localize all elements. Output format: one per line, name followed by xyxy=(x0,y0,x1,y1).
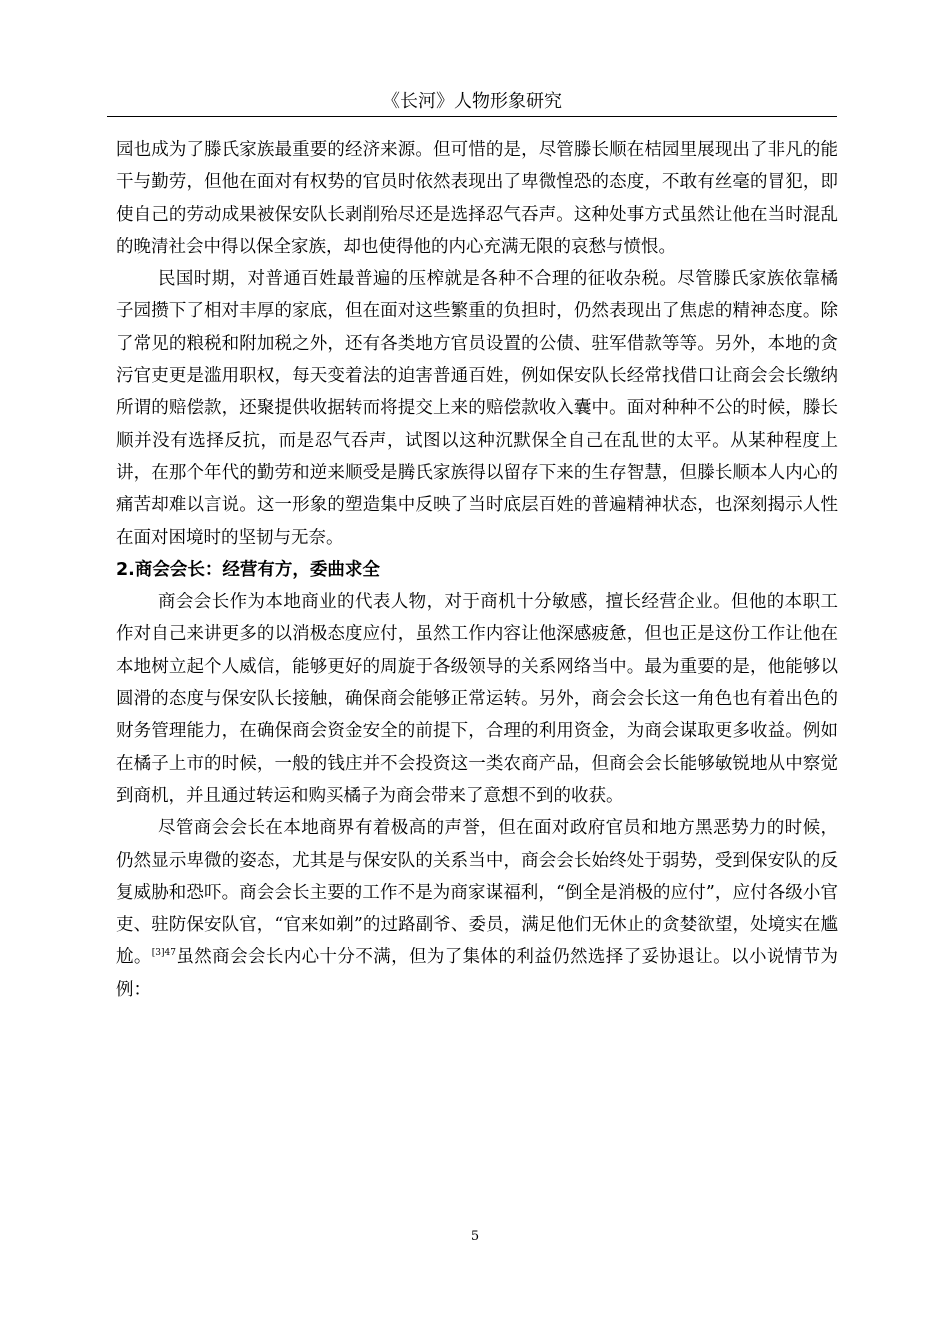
paragraph-4-text-before-citation: 尽管商会会长在本地商界有着极高的声誉，但在面对政府官员和地方黑恶势力的时候，仍然显示卑微的姿态，尤其是与保安队的关系当中，商会会长始终处于弱势，受到保安队的反复威胁和恐吓。商会会长主要的工作不是为商家谋福利，“倒全是消极的应付”，应付各级小官吏、驻防保安队官，“官来如剃”的过路副爷、委员，满足他们无休止的贪婪欲望，处境实在尴尬。 xyxy=(116,818,838,968)
paragraph-3: 商会会长作为本地商业的代表人物，对于商机十分敏感，擅长经营企业。但他的本职工作对自己来讲更多的以消极态度应付，虽然工作内容让他深感疲惫，但也正是这份工作让他在本地树立起个人威信，能够更好的周旋于各级领导的关系网络当中。最为重要的是，他能够以圆滑的态度与保安队长接触，确保商会能够正常运转。另外，商会会长这一角色也有着出色的财务管理能力，在确保商会资金安全的前提下，合理的利用资金，为商会谋取更多收益。例如在橘子上市的时候，一般的钱庄并不会投资这一类农商产品，但商会会长能够敏锐地从中察觉到商机，并且通过转运和购买橘子为商会带来了意想不到的收获。 xyxy=(116,592,838,806)
running-header-title: 《长河》人物形象研究 xyxy=(382,91,562,112)
paragraph-1: 园也成为了滕氏家族最重要的经济来源。但可惜的是，尽管滕长顺在桔园里展现出了非凡的能干与勤劳，但他在面对有权势的官员时依然表现出了卑微惶恐的态度，不敢有丝毫的冒犯，即使自己的劳动成果被保安队长剥削殆尽还是选择忍气吞声。这种处事方式虽然让他在当时混乱的晚清社会中得以保全家族，却也使得他的内心充满无限的哀愁与愤恨。 xyxy=(116,140,838,257)
paragraph-4 xyxy=(116,812,838,1006)
section-heading: 2.商会会长：经营有方，委曲求全 xyxy=(116,559,380,580)
header-divider xyxy=(107,116,837,117)
page-number: 5 xyxy=(470,1229,480,1244)
paragraph-2: 民国时期，对普通百姓最普遍的压榨就是各种不合理的征收杂税。尽管滕氏家族依靠橘子园攒下了相对丰厚的家底，但在面对这些繁重的负担时，仍然表现出了焦虑的精神态度。除了常见的粮税和附加税之外，还有各类地方官员设置的公债、驻军借款等等。另外，本地的贪污官吏更是滥用职权，每天变着法的迫害普通百姓，例如保安队长经常找借口让商会会长缴纳所谓的赔偿款，还聚提供收据转而将提交上来的赔偿款收入囊中。面对种种不公的时候，滕长顺并没有选择反抗，而是忍气吞声，试图以这种沉默保全自己在乱世的太平。从某种程度上讲，在那个年代的勤劳和逆来顺受是腾氏家族得以留存下来的生存智慧，但滕长顺本人内心的痛苦却难以言说。这一形象的塑造集中反映了当时底层百姓的普遍精神状态，也深刻揭示人性在面对困境时的坚韧与无奈。 xyxy=(116,269,838,548)
citation-marker: [3]47 xyxy=(151,948,176,959)
paragraph-4-text-after-citation: 虽然商会会长内心十分不满，但为了集体的利益仍然选择了妥协退让。以小说情节为例： xyxy=(116,947,839,1000)
body-text xyxy=(116,134,838,1006)
